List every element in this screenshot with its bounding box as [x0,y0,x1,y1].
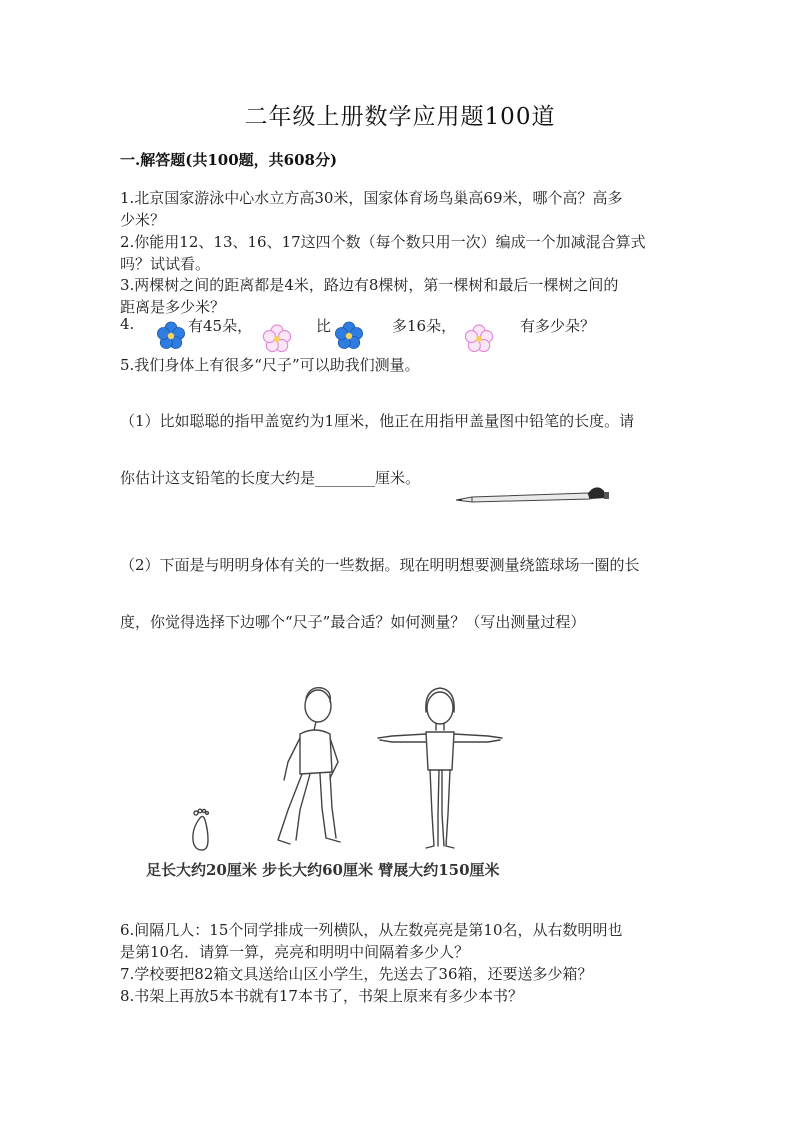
measurement-caption: 足长大约20厘米 步长大约60厘米 臂展大约150厘米 [146,861,500,879]
question-3 [120,274,680,318]
question-5-part-2-line-2: 度，你觉得选择下边哪个“尺子”最合适？如何测量？（写出测量过程） [120,613,586,631]
page-title: 二年级上册数学应用题100道 [244,104,556,130]
girl-arm-span-figure [378,688,502,848]
walking-boy-figure [278,688,340,844]
question-1-line-2: 少米？ [120,211,166,229]
pencil-icon [452,484,612,508]
question-4-text-3: 多16朵， [392,317,457,335]
question-6-line-1: 6.间隔几人：15个同学排成一列横队，从左数亮亮是第10名，从右数明明也 [120,921,623,939]
question-4-text-1: 有45朵， [188,317,253,335]
question-3-line-1: 3.两棵树之间的距离都是4米，路边有8棵树，第一棵树和最后一棵树之间的 [120,276,619,294]
question-5-part-1-line-2: 你估计这支铅笔的长度大约是________厘米。 [120,469,421,487]
question-5-intro: 5.我们身体上有很多“尺子”可以助我们测量。 [120,356,420,374]
pink-flower-icon [464,324,494,354]
question-4-text-4: 有多少朵？ [520,317,596,335]
section-heading: 一.解答题(共100题，共608分) [120,151,338,169]
question-1 [120,187,680,231]
question-2 [120,231,680,275]
question-7: 7.学校要把82箱文具送给山区小学生，先送去了36箱，还要送多少箱？ [120,965,593,983]
question-2-line-2: 吗？试试看。 [120,255,211,273]
pink-flower-icon [262,324,292,354]
question-6 [120,919,680,963]
blue-flower-icon [334,321,364,351]
footprint-icon [193,809,209,850]
blue-flower-icon [156,321,186,351]
question-3-line-2: 距离是多少米？ [120,298,226,316]
question-6-line-2: 是第10名．请算一算，亮亮和明明中间隔着多少人？ [120,943,470,961]
question-8: 8.书架上再放5本书就有17本书了，书架上原来有多少本书？ [120,987,523,1005]
question-2-line-1: 2.你能用12、13、16、17这四个数（每个数只用一次）编成一个加减混合算式 [120,233,646,251]
body-measurement-illustration [150,682,530,862]
question-4-number: 4. [120,315,135,333]
question-1-line-1: 1.北京国家游泳中心水立方高30米，国家体育场鸟巢高69米，哪个高？高多 [120,189,623,207]
question-5-part-2-line-1: （2）下面是与明明身体有关的一些数据。现在明明想要测量绕篮球场一圈的长 [120,556,640,574]
question-5-part-1-line-1: （1）比如聪聪的指甲盖宽约为1厘米，他正在用指甲盖量图中铅笔的长度。请 [120,412,635,430]
question-4-text-2: 比 [316,317,332,335]
